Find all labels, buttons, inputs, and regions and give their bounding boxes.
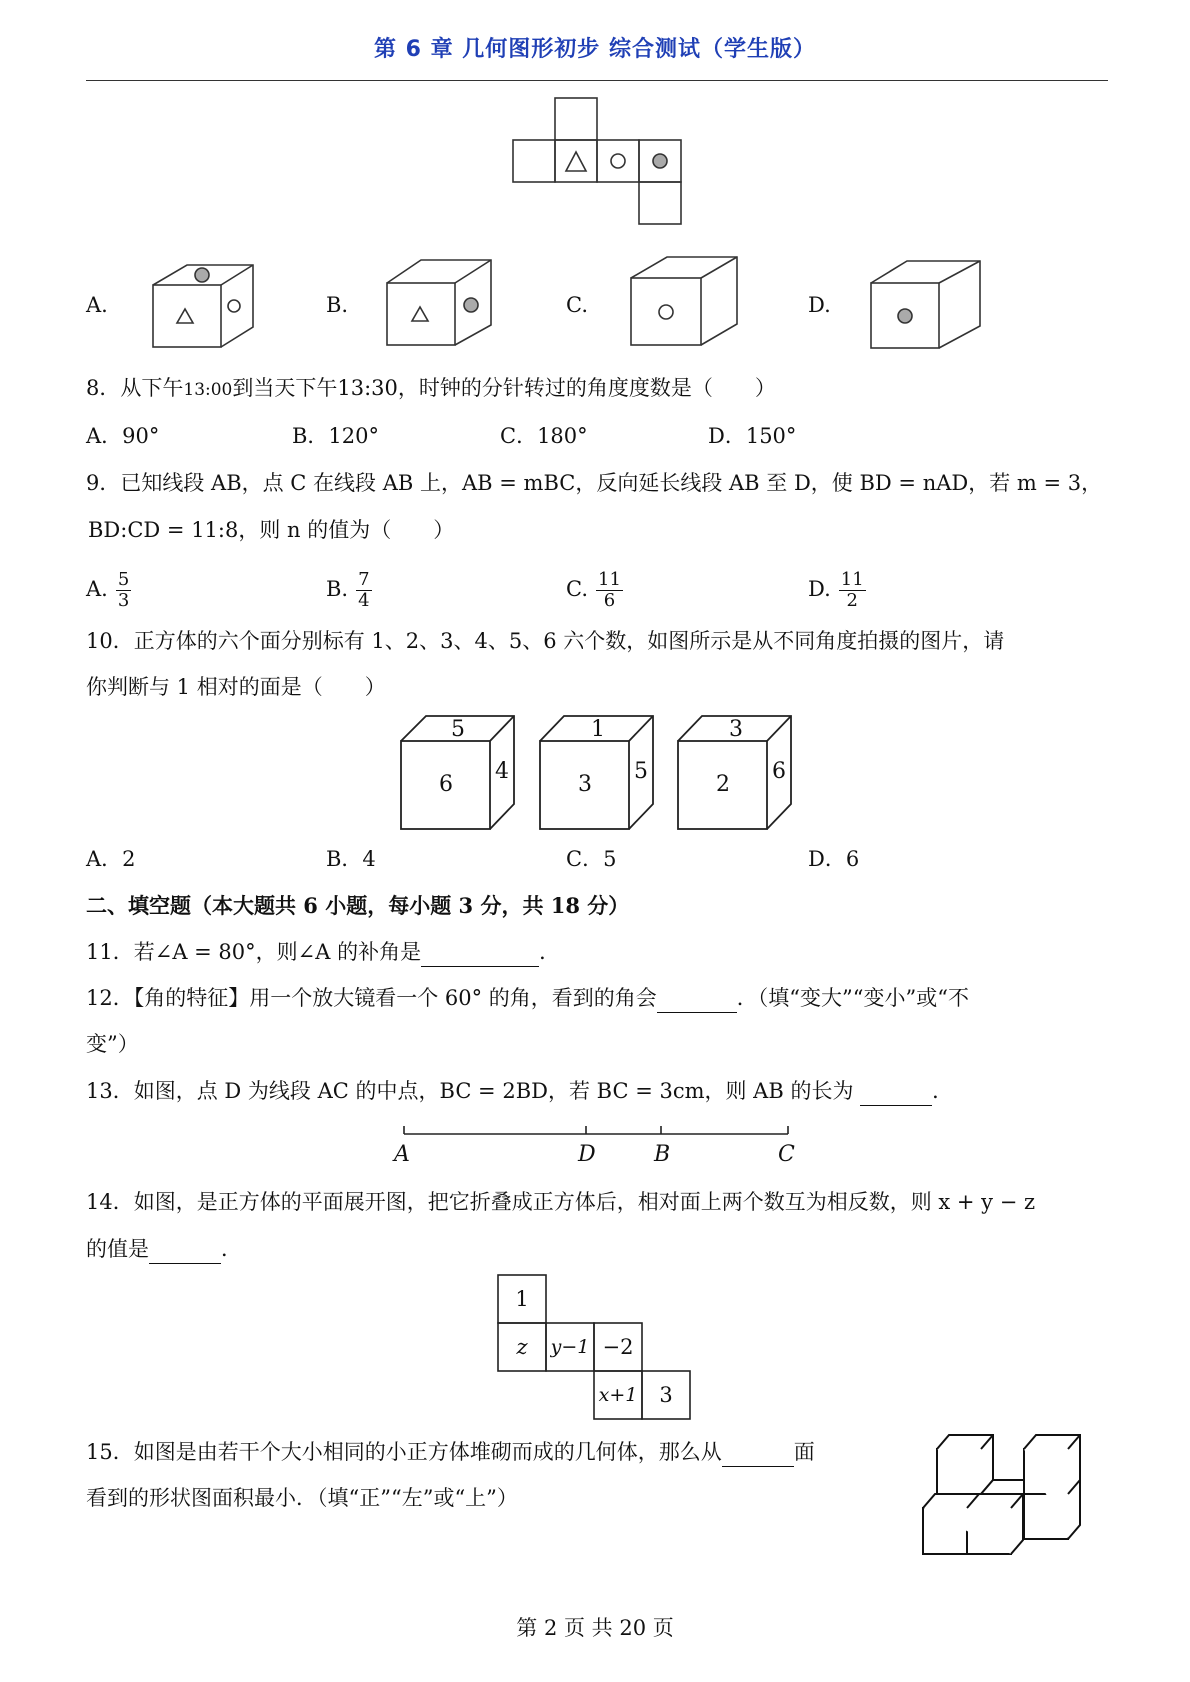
q9-line2: BD:CD = 11:8，则 n 的值为（ ）: [88, 518, 455, 542]
q12-line2: 变”）: [86, 1032, 139, 1056]
q12-text: 12．【角的特征】用一个放大镜看一个 60° 的角，看到的角会: [86, 986, 657, 1010]
q9-line1: 9．已知线段 AB，点 C 在线段 AB 上，AB = mBC，反向延长线段 AB 至 D，使 BD = nAD，若 m = 3，: [86, 471, 1103, 495]
q14-cell-z: z: [516, 1335, 528, 1359]
q9-option-d-num: 11: [840, 569, 864, 590]
q8-option-a: A．90°: [86, 424, 160, 448]
q8-option-b: B．120°: [292, 424, 380, 448]
q12-text-end: ．（填“变大”“变小”或“不: [736, 986, 969, 1010]
q9-option-a-num: 5: [117, 569, 130, 590]
q13-point-d: D: [578, 1142, 596, 1167]
q9-option-c-num: 11: [598, 569, 621, 590]
q13-text: 13．如图，点 D 为线段 AC 的中点，BC = 2BD，若 BC = 3cm，则 AB 的长为: [86, 1079, 854, 1103]
q7-option-d-label: D.: [808, 293, 831, 317]
q15-text: 15．如图是由若干个大小相同的小正方体堆砌而成的几何体，那么从: [86, 1440, 722, 1464]
q14-cell-x-plus-1: x+1: [598, 1384, 638, 1406]
q8-mid: 到当天下午: [232, 376, 338, 400]
q8-option-c: C．180°: [500, 424, 588, 448]
q15-text-end: 面: [793, 1440, 815, 1464]
q14-line1: 14．如图，是正方体的平面展开图，把它折叠成正方体后，相对面上两个数互为相反数，则 x + y − z: [86, 1190, 1036, 1214]
q10-cube1-top: 5: [451, 717, 465, 742]
q10-option-c: C．5: [566, 847, 617, 871]
q13-point-c: C: [778, 1142, 795, 1167]
q10-option-a: A．2: [86, 847, 136, 871]
q10-line2: 你判断与 1 相对的面是（ ）: [86, 675, 386, 699]
q14-cell-1: 1: [515, 1287, 529, 1311]
q8-time-end: 13:30: [337, 376, 398, 400]
q9-option-c-den: 6: [603, 590, 616, 611]
q10-option-d: D．6: [808, 847, 860, 871]
q15-line2: 看到的形状图面积最小．（填“正”“左”或“上”）: [86, 1486, 518, 1510]
q14-cell-minus-2: −2: [602, 1335, 634, 1359]
q14-line2: 的值是 ．: [86, 1235, 242, 1264]
q8-prefix: 8．从下午: [86, 376, 184, 400]
q9-option-d-label: D.: [808, 577, 831, 601]
q10-cube3-right: 6: [772, 759, 786, 784]
q11-text: 11．若∠A = 80°，则∠A 的补角是: [86, 940, 422, 964]
page-header: 第 6 章 几何图形初步 综合测试（学生版）: [374, 37, 816, 62]
page-footer: 第 2 页 共 20 页: [516, 1616, 674, 1640]
q8-option-d: D．150°: [708, 424, 797, 448]
q9-option-b-den: 4: [358, 590, 370, 611]
q10-cube1-front: 6: [439, 772, 453, 797]
q9-option-b-num: 7: [358, 569, 370, 590]
section-2-title: 二、填空题（本大题共 6 小题，每小题 3 分，共 18 分）: [86, 893, 630, 918]
q10-cube2-front: 3: [578, 772, 592, 797]
q11-line: 11．若∠A = 80°，则∠A 的补角是 ．: [86, 938, 560, 967]
q9-option-c-label: C.: [566, 577, 588, 601]
q13-point-a: A: [394, 1142, 410, 1167]
q14-cell-3: 3: [659, 1383, 673, 1407]
q9-option-d-den: 2: [846, 590, 858, 611]
q9-option-a-den: 3: [117, 590, 130, 611]
q13-point-b: B: [654, 1142, 671, 1167]
q10-line1: 10．正方体的六个面分别标有 1、2、3、4、5、6 六个数，如图所示是从不同角度拍摄的图片，请: [86, 629, 1005, 653]
q14-text: 的值是: [86, 1237, 149, 1261]
q9-option-a-label: A.: [86, 577, 108, 601]
q7-option-a-label: A.: [86, 293, 108, 317]
q10-cube3-front: 2: [716, 772, 730, 797]
q10-cube1-right: 4: [495, 759, 509, 784]
q10-cube3-top: 3: [729, 717, 743, 742]
q8-time-start: 13:00: [183, 380, 233, 400]
q10-option-b: B．4: [326, 847, 376, 871]
q14-cell-y-minus-1: y−1: [550, 1336, 590, 1358]
q10-cube2-right: 5: [634, 759, 648, 784]
q9-option-b-label: B.: [326, 577, 349, 601]
q8-suffix: ，时钟的分针转过的角度度数是（ ）: [397, 376, 776, 400]
q7-option-c-label: C.: [566, 293, 588, 317]
q13-line: 13．如图，点 D 为线段 AC 的中点，BC = 2BD，若 BC = 3cm，则 AB 的长为 ．: [86, 1077, 953, 1106]
q7-option-b-label: B.: [326, 293, 349, 317]
q10-cube2-top: 1: [591, 717, 605, 742]
